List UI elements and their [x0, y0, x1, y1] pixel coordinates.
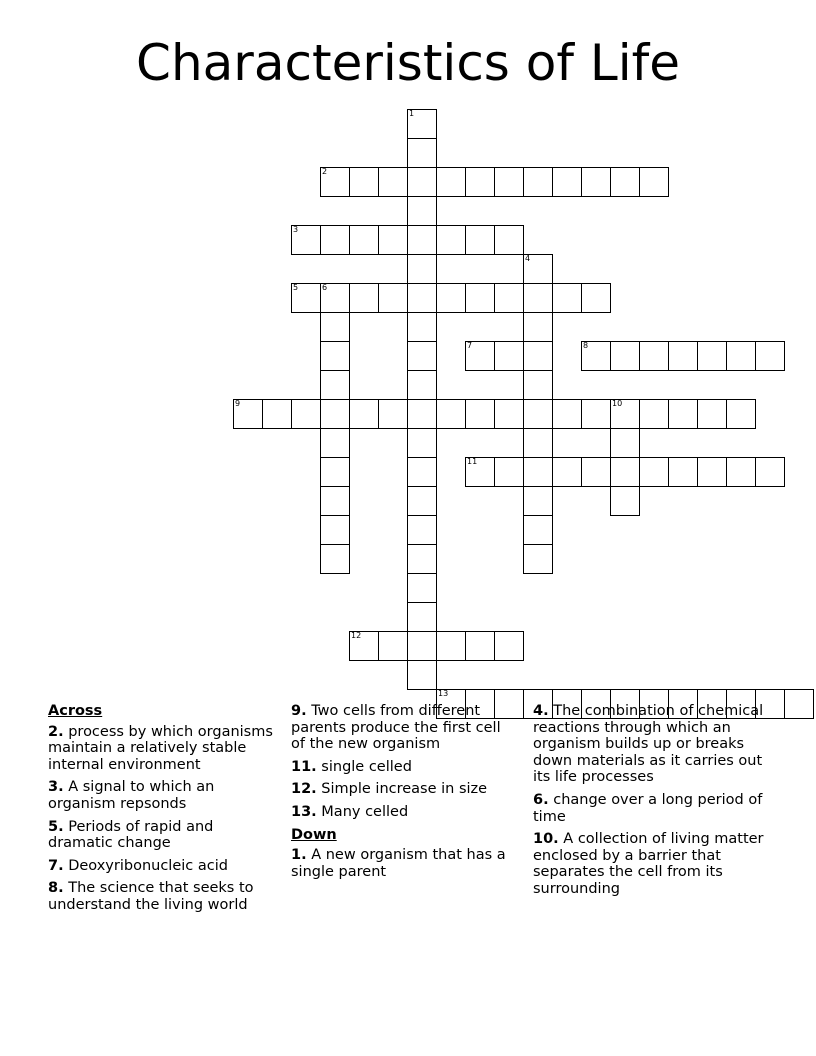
crossword-cell[interactable] — [407, 602, 437, 632]
crossword-cell[interactable] — [697, 399, 727, 429]
crossword-cell[interactable] — [262, 399, 292, 429]
crossword-cell[interactable] — [465, 457, 495, 487]
crossword-cell[interactable] — [755, 457, 785, 487]
crossword-cell[interactable] — [291, 399, 321, 429]
clue-number: 10. — [533, 831, 559, 848]
clue-text: change over a long period of time — [533, 791, 763, 825]
crossword-cell[interactable] — [407, 515, 437, 545]
clue-text: Periods of rapid and dramatic change — [48, 818, 214, 852]
down-heading: Down — [291, 826, 337, 843]
crossword-cell[interactable] — [291, 225, 321, 255]
clue-text: The science that seeks to understand the living world — [48, 880, 254, 913]
cell-number: 13 — [438, 689, 449, 698]
crossword-cell[interactable] — [436, 399, 466, 429]
clue-number: 9. — [291, 703, 307, 719]
crossword-cell[interactable] — [407, 660, 437, 690]
page-title: Characteristics of Life — [136, 34, 680, 92]
crossword-cell[interactable] — [291, 283, 321, 313]
clue-down-10 — [533, 831, 768, 897]
clue-across-12 — [291, 781, 516, 798]
clue-down-1 — [291, 847, 516, 880]
cell-number: 10 — [612, 399, 623, 408]
crossword-cell[interactable] — [407, 225, 437, 255]
crossword-cell[interactable] — [320, 428, 350, 458]
across-heading: Across — [48, 703, 103, 719]
crossword-cell[interactable] — [407, 283, 437, 313]
clue-number: 13. — [291, 803, 317, 820]
crossword-cell[interactable] — [610, 486, 640, 516]
crossword-cell[interactable] — [320, 486, 350, 516]
clue-column-2 — [291, 703, 516, 886]
crossword-cell[interactable] — [407, 573, 437, 603]
clue-across-3 — [48, 779, 273, 812]
crossword-cell[interactable] — [494, 399, 524, 429]
crossword-cell[interactable] — [465, 399, 495, 429]
crossword-cell[interactable] — [349, 225, 379, 255]
clue-number: 11. — [291, 758, 317, 775]
crossword-cell[interactable] — [320, 167, 350, 197]
crossword-cell[interactable] — [465, 341, 495, 371]
crossword-cell[interactable] — [320, 515, 350, 545]
crossword-cell[interactable] — [407, 312, 437, 342]
crossword-cell[interactable] — [407, 486, 437, 516]
crossword-cell[interactable] — [552, 399, 582, 429]
crossword-cell[interactable] — [581, 167, 611, 197]
crossword-cell[interactable] — [610, 428, 640, 458]
crossword-cell[interactable] — [523, 515, 553, 545]
clue-text: Two cells from different parents produce the first cell of the new organism — [291, 703, 501, 753]
crossword-cell[interactable] — [407, 341, 437, 371]
crossword-cell[interactable] — [349, 631, 379, 661]
crossword-cell[interactable] — [494, 457, 524, 487]
cell-number: 1 — [409, 109, 415, 118]
clue-across-8 — [48, 880, 273, 913]
clue-across-5 — [48, 819, 273, 852]
crossword-cell[interactable] — [668, 341, 698, 371]
crossword-cell[interactable] — [436, 631, 466, 661]
clue-down-6 — [533, 792, 768, 825]
crossword-cell[interactable] — [523, 312, 553, 342]
cell-number: 11 — [467, 457, 478, 466]
crossword-cell[interactable] — [320, 457, 350, 487]
cell-number: 7 — [467, 341, 473, 350]
crossword-cell[interactable] — [407, 138, 437, 168]
crossword-cell[interactable] — [581, 457, 611, 487]
crossword-cell[interactable] — [581, 341, 611, 371]
crossword-cell[interactable] — [668, 399, 698, 429]
crossword-cell[interactable] — [320, 544, 350, 574]
clue-number: 3. — [48, 779, 64, 796]
crossword-cell[interactable] — [494, 341, 524, 371]
crossword-cell[interactable] — [523, 341, 553, 371]
crossword-cell[interactable] — [436, 283, 466, 313]
crossword-cell[interactable] — [349, 399, 379, 429]
clue-number: 5. — [48, 818, 64, 835]
crossword-cell[interactable] — [378, 283, 408, 313]
clue-text: Deoxyribonucleic acid — [63, 857, 228, 874]
crossword-cell[interactable] — [320, 283, 350, 313]
crossword-cell[interactable] — [494, 167, 524, 197]
crossword-cell[interactable] — [436, 167, 466, 197]
crossword-cell[interactable] — [465, 631, 495, 661]
crossword-cell[interactable] — [581, 283, 611, 313]
crossword-cell[interactable] — [320, 399, 350, 429]
crossword-cell[interactable] — [523, 283, 553, 313]
crossword-cell[interactable] — [407, 544, 437, 574]
crossword-cell[interactable] — [407, 370, 437, 400]
cell-number: 5 — [293, 283, 299, 292]
clue-across-7 — [48, 858, 273, 875]
crossword-cell[interactable] — [349, 167, 379, 197]
cell-number: 4 — [525, 254, 531, 263]
clue-text: Many celled — [316, 803, 409, 820]
crossword-cell[interactable] — [320, 225, 350, 255]
cell-number: 2 — [322, 167, 328, 176]
crossword-cell[interactable] — [494, 283, 524, 313]
clue-across-2 — [48, 724, 273, 774]
clue-text: A signal to which an organism repsonds — [48, 779, 215, 812]
crossword-cell[interactable] — [349, 283, 379, 313]
clue-number: 12. — [291, 781, 317, 798]
cell-number: 6 — [322, 283, 328, 292]
clue-text: The combination of chemical reactions through which an organism builds up or breaks down materials as it carries out its life processes — [533, 703, 764, 786]
crossword-cell[interactable] — [523, 486, 553, 516]
crossword-cell[interactable] — [552, 457, 582, 487]
crossword-cell[interactable] — [552, 167, 582, 197]
clue-number: 6. — [533, 791, 549, 808]
crossword-cell[interactable] — [494, 225, 524, 255]
crossword-cell[interactable] — [697, 457, 727, 487]
clue-number: 8. — [48, 880, 64, 897]
crossword-cell[interactable] — [523, 544, 553, 574]
crossword-cell[interactable] — [465, 167, 495, 197]
clue-number: 1. — [291, 847, 307, 864]
clue-text: single celled — [316, 758, 412, 775]
cell-number: 8 — [583, 341, 589, 350]
crossword-cell[interactable] — [407, 457, 437, 487]
crossword-cell[interactable] — [320, 370, 350, 400]
crossword-cell[interactable] — [523, 457, 553, 487]
crossword-cell[interactable] — [407, 631, 437, 661]
crossword-cell[interactable] — [378, 631, 408, 661]
crossword-cell[interactable] — [610, 399, 640, 429]
crossword-cell[interactable] — [523, 254, 553, 284]
crossword-cell[interactable] — [552, 283, 582, 313]
crossword-cell[interactable] — [639, 341, 669, 371]
crossword-cell[interactable] — [755, 341, 785, 371]
cell-number: 12 — [351, 631, 362, 640]
crossword-cell[interactable] — [436, 225, 466, 255]
clue-down-4 — [533, 703, 768, 786]
crossword-cell[interactable] — [233, 399, 263, 429]
crossword-cell[interactable] — [610, 341, 640, 371]
crossword-cell[interactable] — [523, 399, 553, 429]
crossword-cell[interactable] — [407, 254, 437, 284]
clue-column-1 — [48, 703, 273, 920]
crossword-cell[interactable] — [465, 283, 495, 313]
crossword-cell[interactable] — [378, 225, 408, 255]
crossword-cell[interactable] — [726, 341, 756, 371]
crossword-cell[interactable] — [639, 399, 669, 429]
crossword-cell[interactable] — [407, 109, 437, 139]
crossword-cell[interactable] — [726, 399, 756, 429]
crossword-cell[interactable] — [639, 167, 669, 197]
clue-number: 2. — [48, 723, 64, 740]
cell-number: 9 — [235, 399, 241, 408]
crossword-cell[interactable] — [639, 457, 669, 487]
clue-number: 7. — [48, 857, 64, 874]
crossword-cell[interactable] — [378, 399, 408, 429]
clue-column-3 — [533, 703, 768, 904]
crossword-cell[interactable] — [407, 196, 437, 226]
crossword-cell[interactable] — [378, 167, 408, 197]
crossword-cell[interactable] — [610, 167, 640, 197]
clue-number: 4. — [533, 703, 549, 719]
crossword-cell[interactable] — [523, 428, 553, 458]
crossword-cell[interactable] — [581, 399, 611, 429]
cell-number: 3 — [293, 225, 299, 234]
clue-across-9 — [291, 703, 516, 753]
crossword-cell[interactable] — [407, 399, 437, 429]
crossword-cell[interactable] — [523, 167, 553, 197]
crossword-cell[interactable] — [494, 631, 524, 661]
crossword-cell[interactable] — [523, 370, 553, 400]
crossword-cell[interactable] — [697, 341, 727, 371]
crossword-cell[interactable] — [320, 341, 350, 371]
clue-across-11 — [291, 759, 516, 776]
crossword-cell[interactable] — [407, 428, 437, 458]
clue-text: A collection of living matter enclosed by a barrier that separates the cell from its surrounding — [533, 831, 764, 897]
clue-text: process by which organisms maintain a relatively stable internal environment — [48, 723, 273, 773]
clue-text: A new organism that has a single parent — [291, 847, 506, 880]
crossword-cell[interactable] — [784, 689, 814, 719]
crossword-cell[interactable] — [726, 457, 756, 487]
crossword-cell[interactable] — [407, 167, 437, 197]
crossword-cell[interactable] — [465, 225, 495, 255]
crossword-cell[interactable] — [320, 312, 350, 342]
clue-text: Simple increase in size — [316, 781, 488, 798]
clue-across-13 — [291, 804, 516, 821]
crossword-cell[interactable] — [668, 457, 698, 487]
